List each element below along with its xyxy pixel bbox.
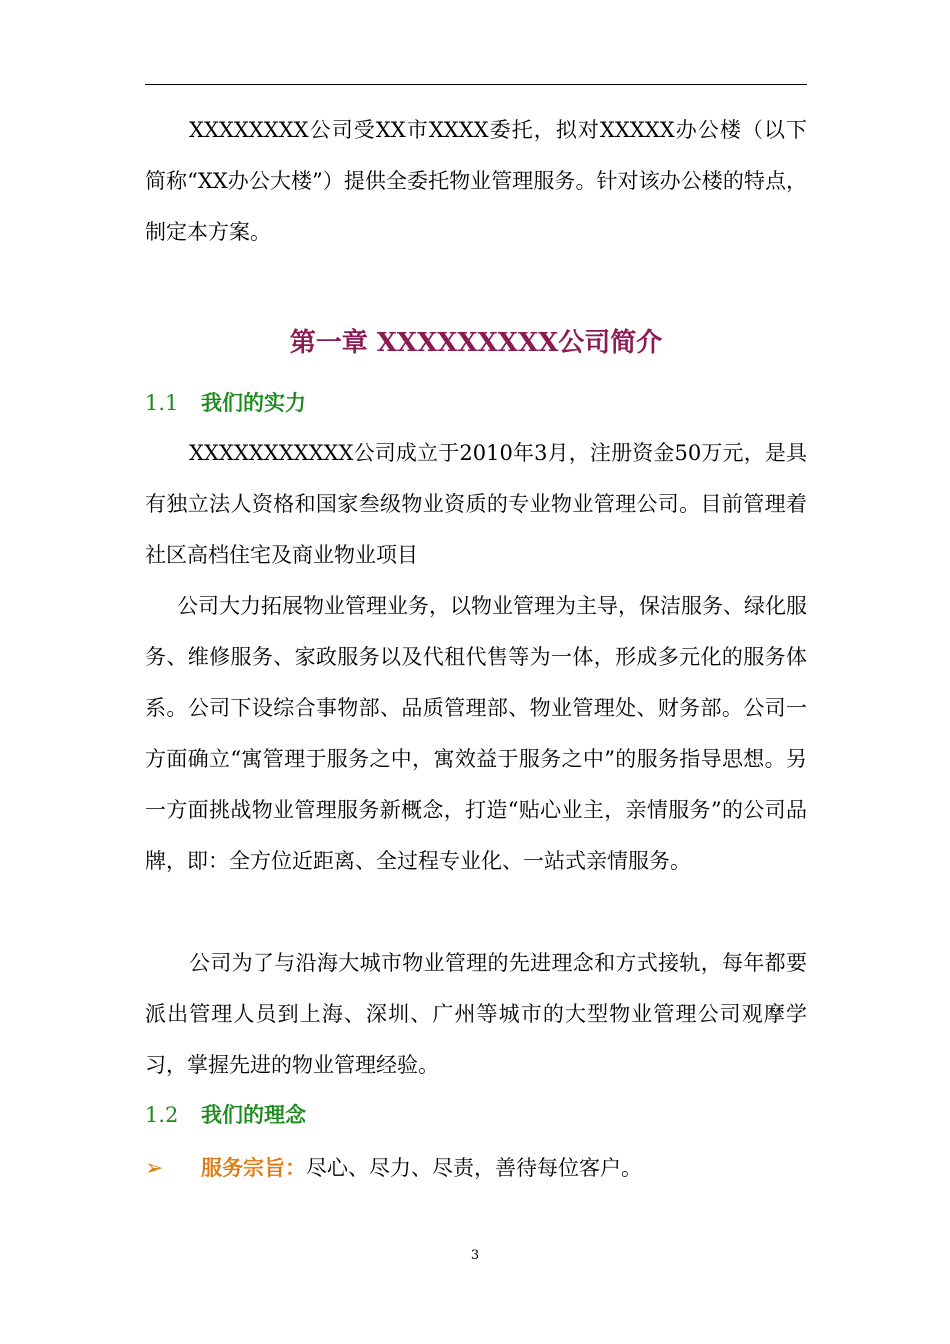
section-title: 我们的理念 (201, 1102, 306, 1127)
bullet-text: 尽心、尽力、尽责，善待每位客户。 (306, 1156, 642, 1180)
bullet-label: 服务宗旨： (201, 1155, 306, 1180)
arrow-bullet-icon: ➢ (145, 1156, 164, 1181)
paragraph-strength: XXXXXXXXXXX公司成立于2010年3月，注册资金50万元，是具有独立法人资格和国家叁级物业资质的专业物业管理公司。目前管理着社区高档住宅及商业物业项目 (145, 441, 807, 567)
header-rule (145, 84, 807, 85)
section-heading-1-1 (145, 383, 807, 423)
section-heading-1-2 (145, 1095, 807, 1135)
page-number: 3 (470, 1248, 480, 1263)
section-number: 1.1 (145, 391, 179, 415)
paragraph-business: 公司大力拓展物业管理业务，以物业管理为主导，保洁服务、绿化服务、维修服务、家政服务以及代租代售等为一体，形成多元化的服务体系。公司下设综合事物部、品质管理部、物业管理处、财务部。公司一方面确立“寓管理于服务之中，寓效益于服务之中”的服务指导思想。另一方面挑战物业管理服务新概念，打造“贴心业主，亲情服务”的公司品牌，即：全方位近距离、全过程专业化、一站式亲情服务。 (145, 594, 807, 873)
intro-paragraph: XXXXXXXX公司受XX市XXXX委托，拟对XXXXX办公楼（以下简称“XX办公大楼”）提供全委托物业管理服务。针对该办公楼的特点，制定本方案。 (145, 118, 807, 244)
bullet-item-service-tenet (145, 1143, 807, 1194)
section-number: 1.2 (145, 1103, 179, 1127)
section-title: 我们的实力 (201, 390, 306, 415)
chapter-title: 第一章 XXXXXXXXX公司简介 (289, 328, 663, 358)
paragraph-learning: 公司为了与沿海大城市物业管理的先进理念和方式接轨，每年都要派出管理人员到上海、深圳、广州等城市的大型物业管理公司观摩学习，掌握先进的物业管理经验。 (145, 951, 807, 1077)
